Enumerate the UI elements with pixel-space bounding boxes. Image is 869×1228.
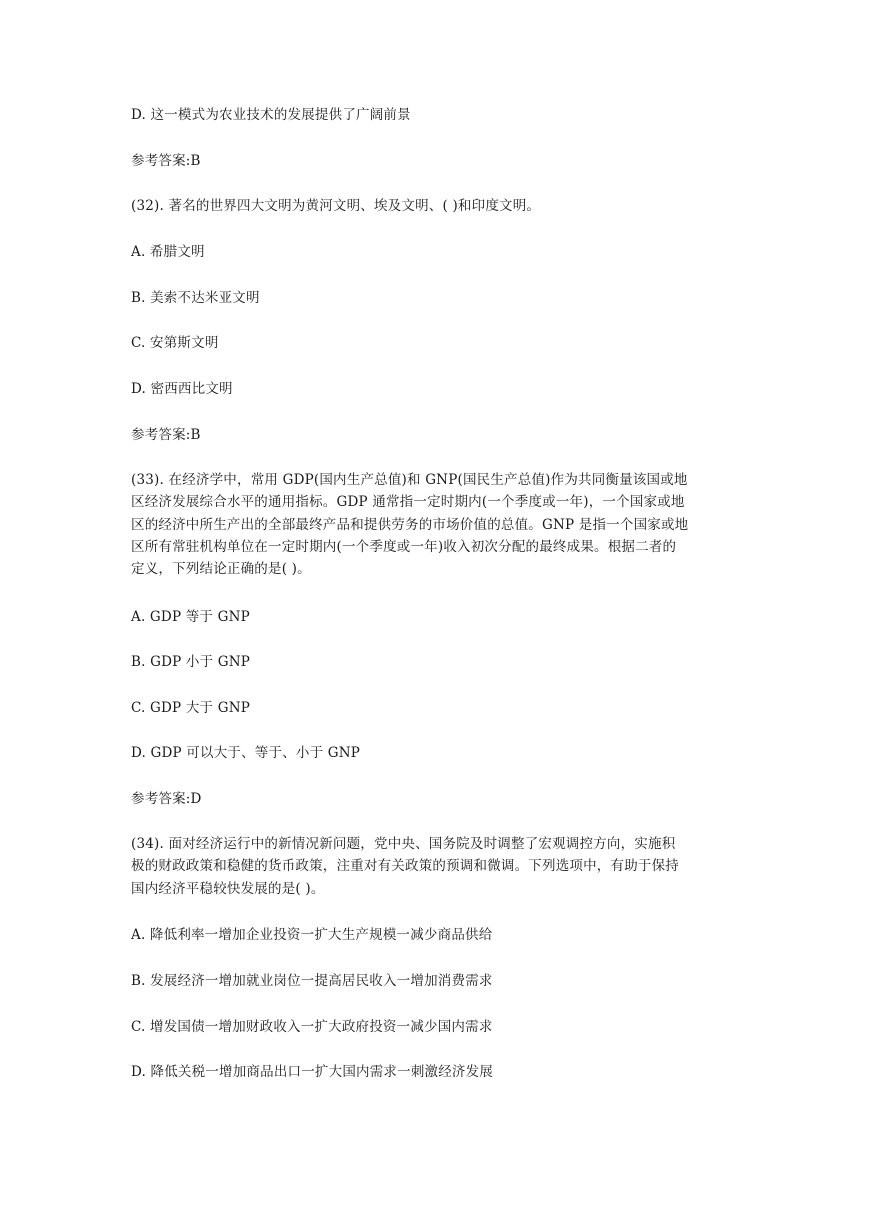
option-32-b: B. 美索不达米亚文明 [131,290,260,306]
question-33 [131,469,741,580]
option-34-c: C. 增发国债一增加财政收入一扩大政府投资一减少国内需求 [131,1019,493,1035]
question-33-line-3: 区的经济中所生产出的全部最终产品和提供劳务的市场价值的总值。GNP 是指一个国家或地 [131,516,689,533]
answer-32: 参考答案:B [131,427,201,443]
option-34-d: D. 降低关税一增加商品出口一扩大国内需求一刺激经济发展 [131,1064,494,1080]
question-33-line-2: 区经济发展综合水平的通用指标。GDP 通常指一定时期内(一个季度或一年)，一个国家或地 [131,494,685,511]
option-33-d: D. GDP 可以大于、等于、小于 GNP [131,745,361,761]
answer-31: 参考答案:B [131,153,201,169]
question-32 [131,195,741,217]
question-34-line-1: (34). 面对经济运行中的新情况新问题，党中央、国务院及时调整了宏观调控方向，实施积 [131,836,676,852]
question-34 [131,833,741,900]
question-33-line-1: (33). 在经济学中，常用 GDP(国内生产总值)和 GNP(国民生产总值)作为共同衡量该国或地 [131,472,688,488]
question-32-line-1: (32). 著名的世界四大文明为黄河文明、埃及文明、( )和印度文明。 [131,198,541,214]
option-31-d: D. 这一模式为农业技术的发展提供了广阔前景 [131,107,411,123]
question-34-line-3: 国内经济平稳较快发展的是( )。 [131,880,325,897]
question-34-line-2: 极的财政政策和稳健的货币政策，注重对有关政策的预调和微调。下列选项中，有助于保持 [131,858,679,875]
option-32-d: D. 密西西比文明 [131,381,233,397]
question-33-line-4: 区所有常驻机构单位在一定时期内(一个季度或一年)收入初次分配的最终成果。根据二者的 [131,538,677,555]
option-34-b: B. 发展经济一增加就业岗位一提高居民收入一增加消费需求 [131,973,493,989]
option-34-a: A. 降低利率一增加企业投资一扩大生产规模一减少商品供给 [131,927,493,943]
option-33-a: A. GDP 等于 GNP [131,609,250,625]
option-32-a: A. 希腊文明 [131,244,205,260]
option-32-c: C. 安第斯文明 [131,335,219,351]
option-33-b: B. GDP 小于 GNP [131,654,251,670]
option-33-c: C. GDP 大于 GNP [131,700,250,716]
question-33-line-5: 定义，下列结论正确的是( )。 [131,561,311,578]
answer-33: 参考答案:D [131,791,202,807]
